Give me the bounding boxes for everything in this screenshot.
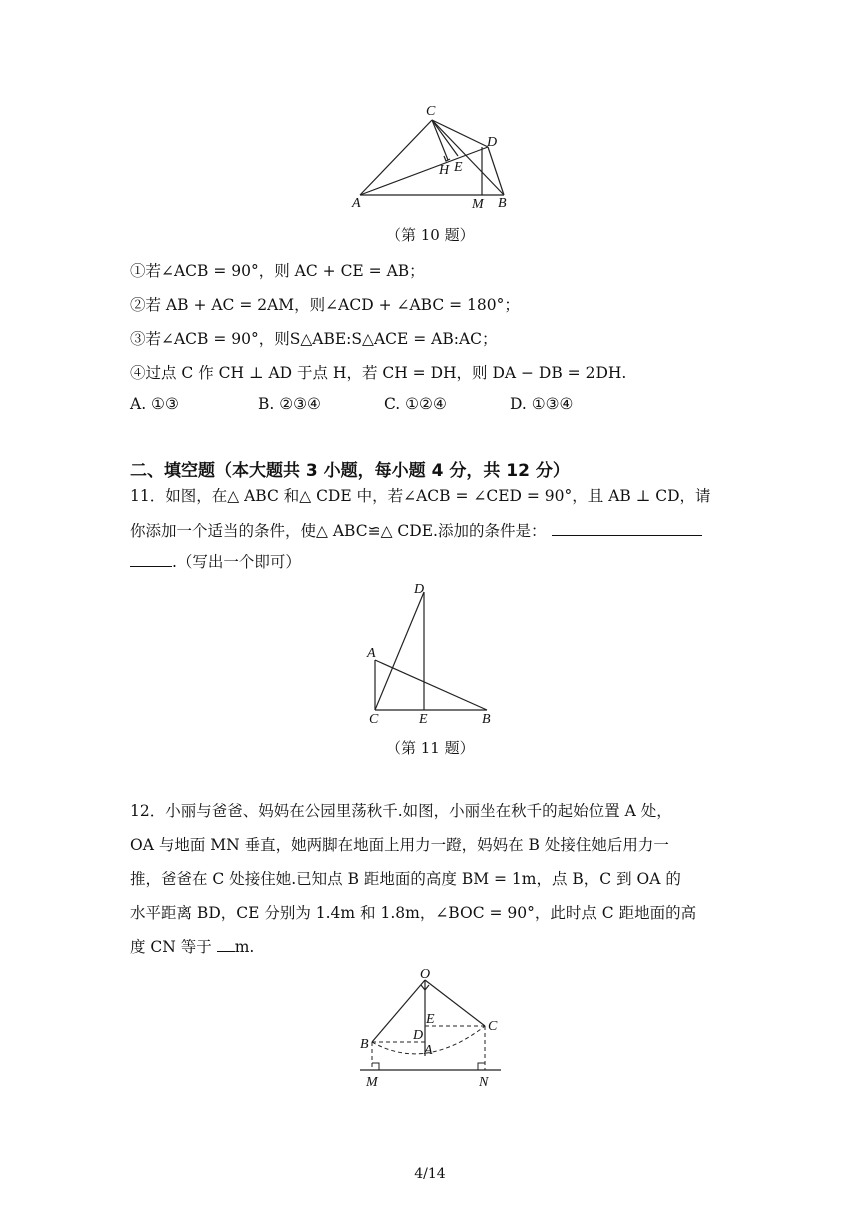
- q10-label-D: D: [487, 135, 498, 150]
- q10-option-a: A. ①③: [130, 395, 179, 413]
- q12-answer-blank[interactable]: [217, 937, 235, 952]
- section-heading: 二、填空题（本大题共 3 小题，每小题 4 分，共 12 分）: [130, 461, 570, 481]
- q10-label-C: C: [426, 104, 436, 119]
- q12-label-A: A: [424, 1043, 433, 1058]
- q11-label-C: C: [369, 712, 379, 726]
- q12-label-B: B: [360, 1037, 369, 1052]
- q10-statement-2: ②若 AB + AC = 2AM，则∠ACD + ∠ABC = 180°；: [130, 296, 520, 314]
- q10-label-A: A: [352, 196, 361, 211]
- q10-label-M: M: [472, 197, 484, 212]
- q11-label-D: D: [414, 582, 425, 597]
- figure-q11: [362, 578, 502, 726]
- q12-label-M: M: [366, 1075, 378, 1090]
- q12-label-D: D: [413, 1028, 424, 1043]
- q12-line-5-unit: m.: [234, 938, 255, 956]
- q10-option-b: B. ②③④: [258, 395, 321, 413]
- q12-line-1: 12．小丽与爸爸、妈妈在公园里荡秋千.如图，小丽坐在秋千的起始位置 A 处，: [130, 802, 672, 820]
- q11-line-2: [130, 519, 702, 541]
- q10-statement-4: ④过点 C 作 CH ⊥ AD 于点 H，若 CH = DH，则 DA − DB = 2DH.: [130, 364, 627, 382]
- q12-line-4: 水平距离 BD，CE 分别为 1.4m 和 1.8m，∠BOC = 90°，此时点 C 距地面的高: [130, 904, 697, 922]
- figure-q12: [355, 962, 505, 1092]
- q11-line-2-text: 你添加一个适当的条件，使△ ABC≌△ CDE.添加的条件是：: [130, 522, 547, 540]
- q12-line-3: 推，爸爸在 C 处接住她.已知点 B 距地面的高度 BM = 1m，点 B，C 到 OA 的: [130, 870, 681, 888]
- q11-label-B: B: [482, 712, 491, 726]
- q10-option-d: D. ①③④: [510, 395, 574, 413]
- q12-line-5: [130, 935, 254, 957]
- q11-line-3: [130, 550, 301, 572]
- q12-label-E: E: [426, 1012, 435, 1027]
- q10-label-E: E: [454, 160, 463, 175]
- q11-answer-blank-2[interactable]: [130, 552, 172, 567]
- q11-label-A: A: [367, 646, 376, 661]
- q11-caption: （第 11 题）: [386, 739, 475, 757]
- q10-statement-3: ③若∠ACB = 90°，则S△ABE:S△ACE = AB:AC；: [130, 330, 498, 348]
- figure-q10: [340, 100, 530, 215]
- q12-label-N: N: [479, 1075, 489, 1090]
- q10-label-B: B: [498, 196, 507, 211]
- q10-option-c: C. ①②④: [384, 395, 447, 413]
- q11-line-1: 11．如图，在△ ABC 和△ CDE 中，若∠ACB = ∠CED = 90°，且 AB ⊥ CD，请: [130, 487, 711, 505]
- q11-answer-blank-1[interactable]: [552, 521, 702, 536]
- q11-line-3-text: .（写出一个即可）: [172, 553, 301, 571]
- q10-statement-1: ①若∠ACB = 90°，则 AC + CE = AB；: [130, 262, 425, 280]
- q10-caption: （第 10 题）: [386, 226, 475, 244]
- q11-label-E: E: [419, 712, 428, 726]
- q12-label-O: O: [420, 967, 431, 982]
- q12-label-C: C: [488, 1019, 498, 1034]
- q12-line-2: OA 与地面 MN 垂直，她两脚在地面上用力一蹬，妈妈在 B 处接住她后用力一: [130, 836, 669, 854]
- q12-line-5-text: 度 CN 等于: [130, 938, 217, 956]
- q10-label-H: H: [439, 163, 450, 178]
- page-number: 4/14: [414, 1166, 446, 1182]
